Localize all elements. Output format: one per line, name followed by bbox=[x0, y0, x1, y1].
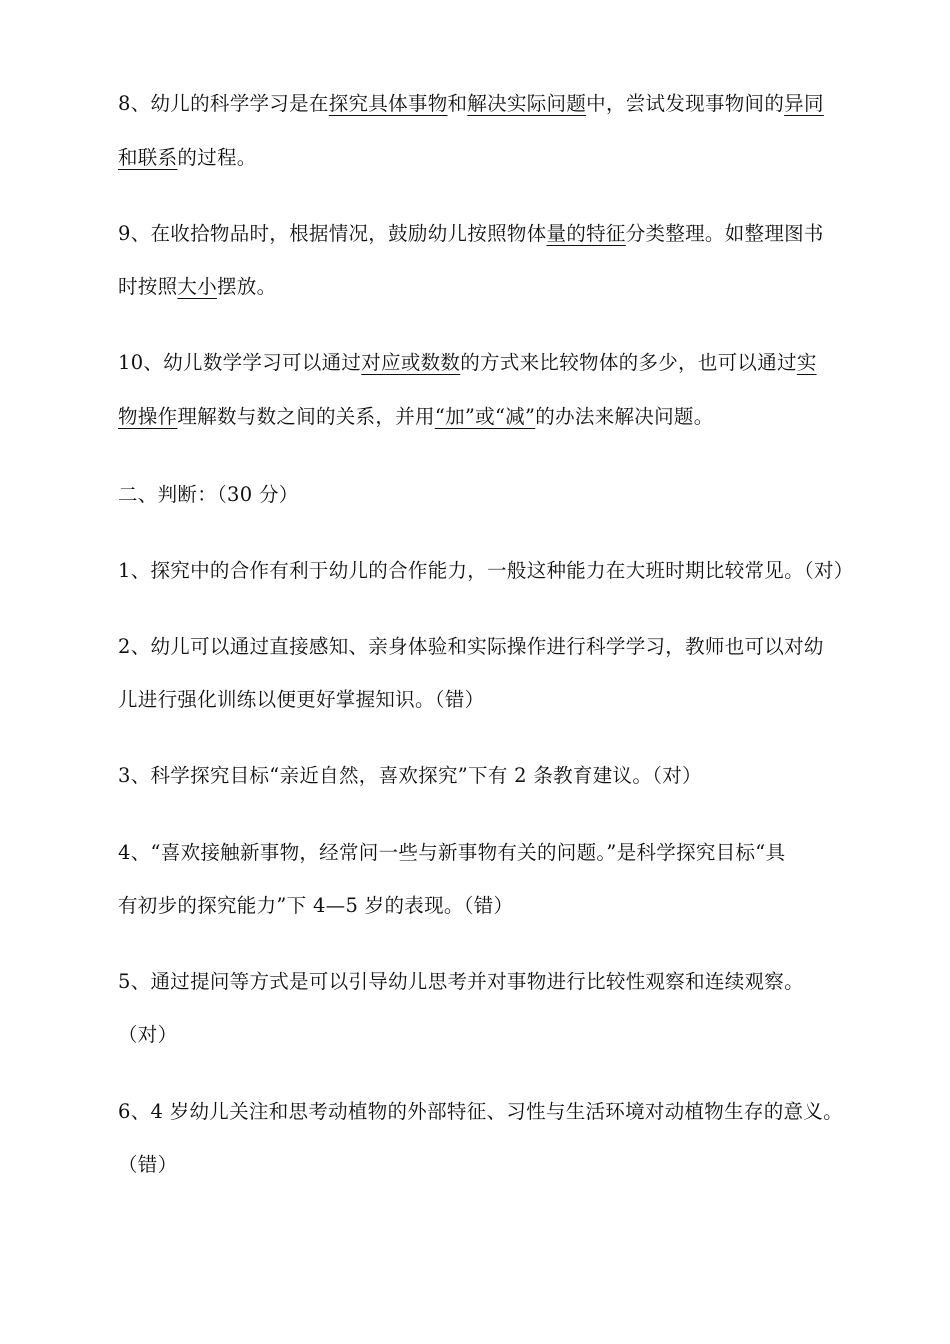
text: 的过程。 bbox=[177, 146, 257, 169]
answer-underlined: 物操作 bbox=[118, 405, 178, 428]
answer-underlined: 异同 bbox=[784, 92, 824, 115]
judge-item-3-line-1: 3、科学探究目标“亲近自然，喜欢探究”下有 2 条教育建议。（对） bbox=[118, 764, 702, 787]
fill-q8-line-2 bbox=[118, 142, 257, 170]
text: 的方式来比较物体的多少，也可以通过 bbox=[460, 351, 797, 374]
judge-item-4-line-2: 有初步的探究能力”下 4—5 岁的表现。（错） bbox=[118, 894, 514, 917]
judge-item-5-line-2: （对） bbox=[118, 1023, 178, 1046]
judge-item-6-line-1: 6、4 岁幼儿关注和思考动植物的外部特征、习性与生活环境对动植物生存的意义。 bbox=[118, 1100, 843, 1123]
answer-underlined: “加”或“减” bbox=[434, 405, 536, 428]
judge-item-4-line-1: 4、“喜欢接触新事物，经常问一些与新事物有关的问题。”是科学探究目标“具 bbox=[118, 841, 786, 864]
text: 中，尝试发现事物间的 bbox=[586, 92, 785, 115]
answer-underlined: 和联系 bbox=[118, 146, 178, 169]
text: 时按照 bbox=[118, 275, 178, 298]
text: 8、幼儿的科学学习是在 bbox=[118, 92, 329, 115]
answer-underlined: 对应或数数 bbox=[361, 351, 461, 374]
judge-item-2-line-2: 儿进行强化训练以便更好掌握知识。（错） bbox=[118, 688, 485, 711]
text: 分类整理。如整理图书 bbox=[625, 222, 824, 245]
text: 理解数与数之间的关系，并用 bbox=[177, 405, 435, 428]
fill-q8-line-1 bbox=[118, 88, 824, 116]
text: 的办法来解决问题。 bbox=[535, 405, 714, 428]
answer-underlined: 实 bbox=[796, 351, 817, 374]
text: 摆放。 bbox=[217, 275, 277, 298]
fill-q10-line-1 bbox=[118, 347, 817, 375]
judge-item-2-line-1: 2、幼儿可以通过直接感知、亲身体验和实际操作进行科学学习，教师也可以对幼 bbox=[118, 635, 824, 658]
fill-q9-line-1 bbox=[118, 218, 824, 246]
text: 10、幼儿数学学习可以通过 bbox=[118, 351, 362, 374]
judge-item-5-line-1: 5、通过提问等方式是可以引导幼儿思考并对事物进行比较性观察和连续观察。 bbox=[118, 970, 804, 993]
fill-q9-line-2 bbox=[118, 271, 276, 299]
answer-underlined: 大小 bbox=[177, 275, 218, 298]
text: 和 bbox=[447, 92, 468, 115]
judge-item-1-line-1: 1、探究中的合作有利于幼儿的合作能力，一般这种能力在大班时期比较常见。（对） bbox=[118, 559, 854, 582]
answer-underlined: 探究具体事物 bbox=[328, 92, 448, 115]
section-heading: 二、判断：（30 分） bbox=[118, 483, 299, 506]
fill-q10-line-2 bbox=[118, 401, 714, 429]
answer-underlined: 量的特征 bbox=[546, 222, 626, 245]
judge-item-6-line-2: （错） bbox=[118, 1153, 178, 1176]
answer-underlined: 解决实际问题 bbox=[467, 92, 587, 115]
text: 9、在收拾物品时，根据情况，鼓励幼儿按照物体 bbox=[118, 222, 547, 245]
